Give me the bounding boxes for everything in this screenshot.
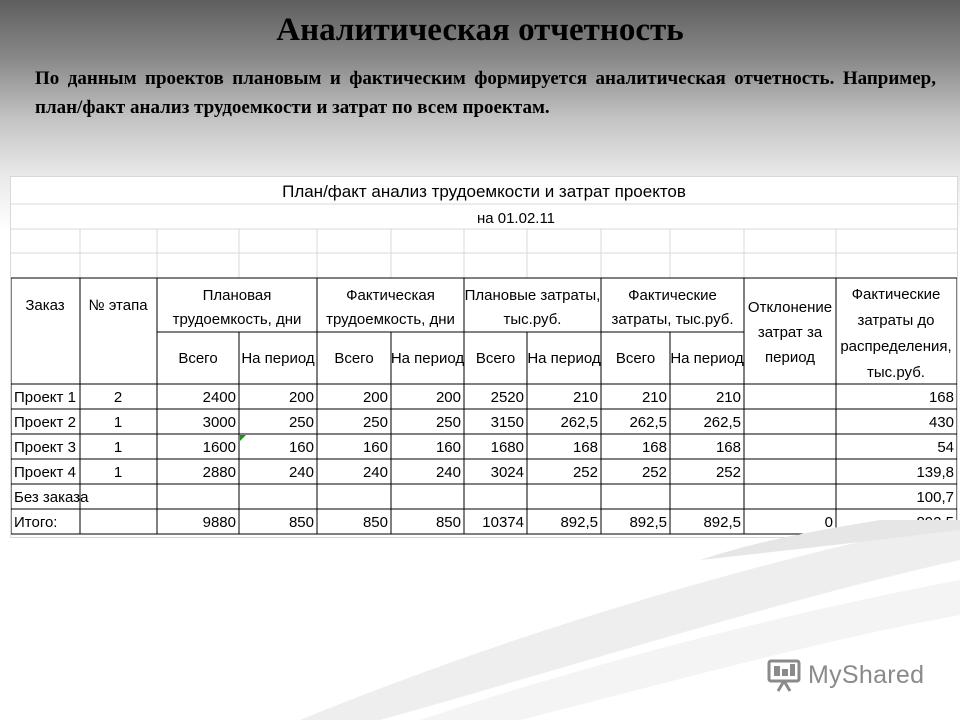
table-row	[14, 389, 954, 406]
report-date: на 01.02.11	[476, 210, 556, 227]
table-row	[14, 414, 954, 431]
cell-value: 430	[928, 414, 954, 431]
table-row	[14, 439, 954, 456]
cell-etap: 2	[113, 389, 123, 406]
cell-value: 10374	[482, 514, 524, 531]
cell-value: 160	[362, 439, 388, 456]
header-plan-trud: трудоемкость, дни	[172, 311, 302, 328]
header-fakt-raspr: Фактические	[851, 286, 941, 303]
presentation-board-icon	[766, 658, 802, 692]
cell-zakaz: Проект 3	[14, 439, 76, 456]
header-plan-trud: Плановая	[202, 287, 272, 304]
cell-value: 892,5	[703, 514, 741, 531]
cell-value: 0	[824, 514, 833, 531]
cell-value: 252	[641, 464, 667, 481]
table-row	[14, 489, 954, 506]
cell-value: 2400	[202, 389, 236, 406]
cell-value: 3024	[490, 464, 524, 481]
cell-value: 168	[572, 439, 598, 456]
subheader-na-period: На период	[670, 350, 744, 367]
cell-value: 200	[362, 389, 388, 406]
header-etap: № этапа	[88, 297, 148, 314]
cell-value: 160	[288, 439, 314, 456]
cell-zakaz: Без заказа	[14, 489, 89, 506]
cell-value: 240	[362, 464, 388, 481]
cell-value: 1600	[202, 439, 236, 456]
cell-value: 2520	[490, 389, 524, 406]
sheet-title: План/факт анализ трудоемкости и затрат проектов	[282, 182, 686, 201]
excel-error-indicator	[240, 435, 246, 441]
cell-value: 850	[435, 514, 461, 531]
cell-value: 168	[641, 439, 667, 456]
cell-value: 250	[288, 414, 314, 431]
header-zakaz: Заказ	[25, 297, 65, 314]
logo-text: MyShared	[808, 660, 925, 689]
cell-value: 168	[715, 439, 741, 456]
cell-value: 262,5	[560, 414, 598, 431]
header-fakt-raspr: тыс.руб.	[867, 364, 925, 381]
cell-value: 210	[641, 389, 667, 406]
cell-etap: 1	[113, 414, 123, 431]
cell-value: 9880	[202, 514, 236, 531]
cell-value: 2880	[202, 464, 236, 481]
cell-zakaz: Проект 2	[14, 414, 76, 431]
cell-value: 252	[715, 464, 741, 481]
cell-value: 168	[928, 389, 954, 406]
cell-value: 892,5	[629, 514, 667, 531]
cell-value: 850	[362, 514, 388, 531]
header-fakt-trud: Фактическая	[346, 287, 435, 304]
cell-value: 139,8	[916, 464, 954, 481]
cell-value: 250	[362, 414, 388, 431]
header-fakt-raspr: распределения,	[840, 338, 952, 355]
cell-value: 262,5	[703, 414, 741, 431]
cell-value: 240	[435, 464, 461, 481]
table-row	[14, 464, 954, 481]
header-plan-zatr: тыс.руб.	[503, 311, 562, 328]
header-fakt-zatr: затраты, тыс.руб.	[611, 311, 734, 328]
cell-value: 850	[288, 514, 314, 531]
cell-value: 160	[435, 439, 461, 456]
spreadsheet-screenshot	[10, 176, 958, 538]
myshared-logo	[766, 655, 924, 695]
subheader-na-period: На период	[390, 350, 465, 367]
table-borders	[11, 278, 957, 534]
subheader-vsego: Всего	[475, 350, 516, 367]
cell-value: 200	[288, 389, 314, 406]
header-fakt-zatr: Фактические	[628, 287, 717, 304]
cell-zakaz: Итого:	[14, 514, 58, 531]
cell-zakaz: Проект 4	[14, 464, 76, 481]
cell-etap: 1	[113, 464, 123, 481]
cell-value: 262,5	[629, 414, 667, 431]
intro-paragraph: По данным проектов плановым и фактическим формируется аналитическая отчетность. Например, план/факт анализ трудоемкости и затрат по всем проектам.	[35, 68, 936, 118]
subheader-vsego: Всего	[615, 350, 656, 367]
subheader-na-period: На период	[241, 350, 315, 367]
cell-value: 100,7	[916, 489, 954, 506]
cell-value: 54	[937, 439, 954, 456]
cell-value: 200	[435, 389, 461, 406]
cell-etap: 1	[113, 439, 123, 456]
cell-value: 240	[288, 464, 314, 481]
cell-value: 892,5	[560, 514, 598, 531]
header-fakt-trud: трудоемкость, дни	[326, 311, 455, 328]
subheader-vsego: Всего	[334, 350, 374, 367]
header-plan-zatr: Плановые затраты,	[464, 287, 601, 304]
cell-value: 210	[572, 389, 598, 406]
subheader-na-period: На период	[527, 350, 601, 367]
subheader-vsego: Всего	[178, 350, 218, 367]
cell-value: 252	[572, 464, 598, 481]
cell-value: 3000	[202, 414, 236, 431]
header-otkl: затрат за	[757, 324, 823, 341]
header-otkl: Отклонение	[747, 299, 833, 316]
header-otkl: период	[765, 349, 815, 366]
slide-title: Аналитическая отчетность	[276, 12, 684, 48]
cell-value: 1680	[490, 439, 524, 456]
spreadsheet-grid	[11, 177, 957, 537]
cell-value: 250	[435, 414, 461, 431]
cell-value: 3150	[490, 414, 524, 431]
cell-value: 210	[715, 389, 741, 406]
cell-zakaz: Проект 1	[14, 389, 76, 406]
header-fakt-raspr: затраты до	[857, 312, 935, 329]
